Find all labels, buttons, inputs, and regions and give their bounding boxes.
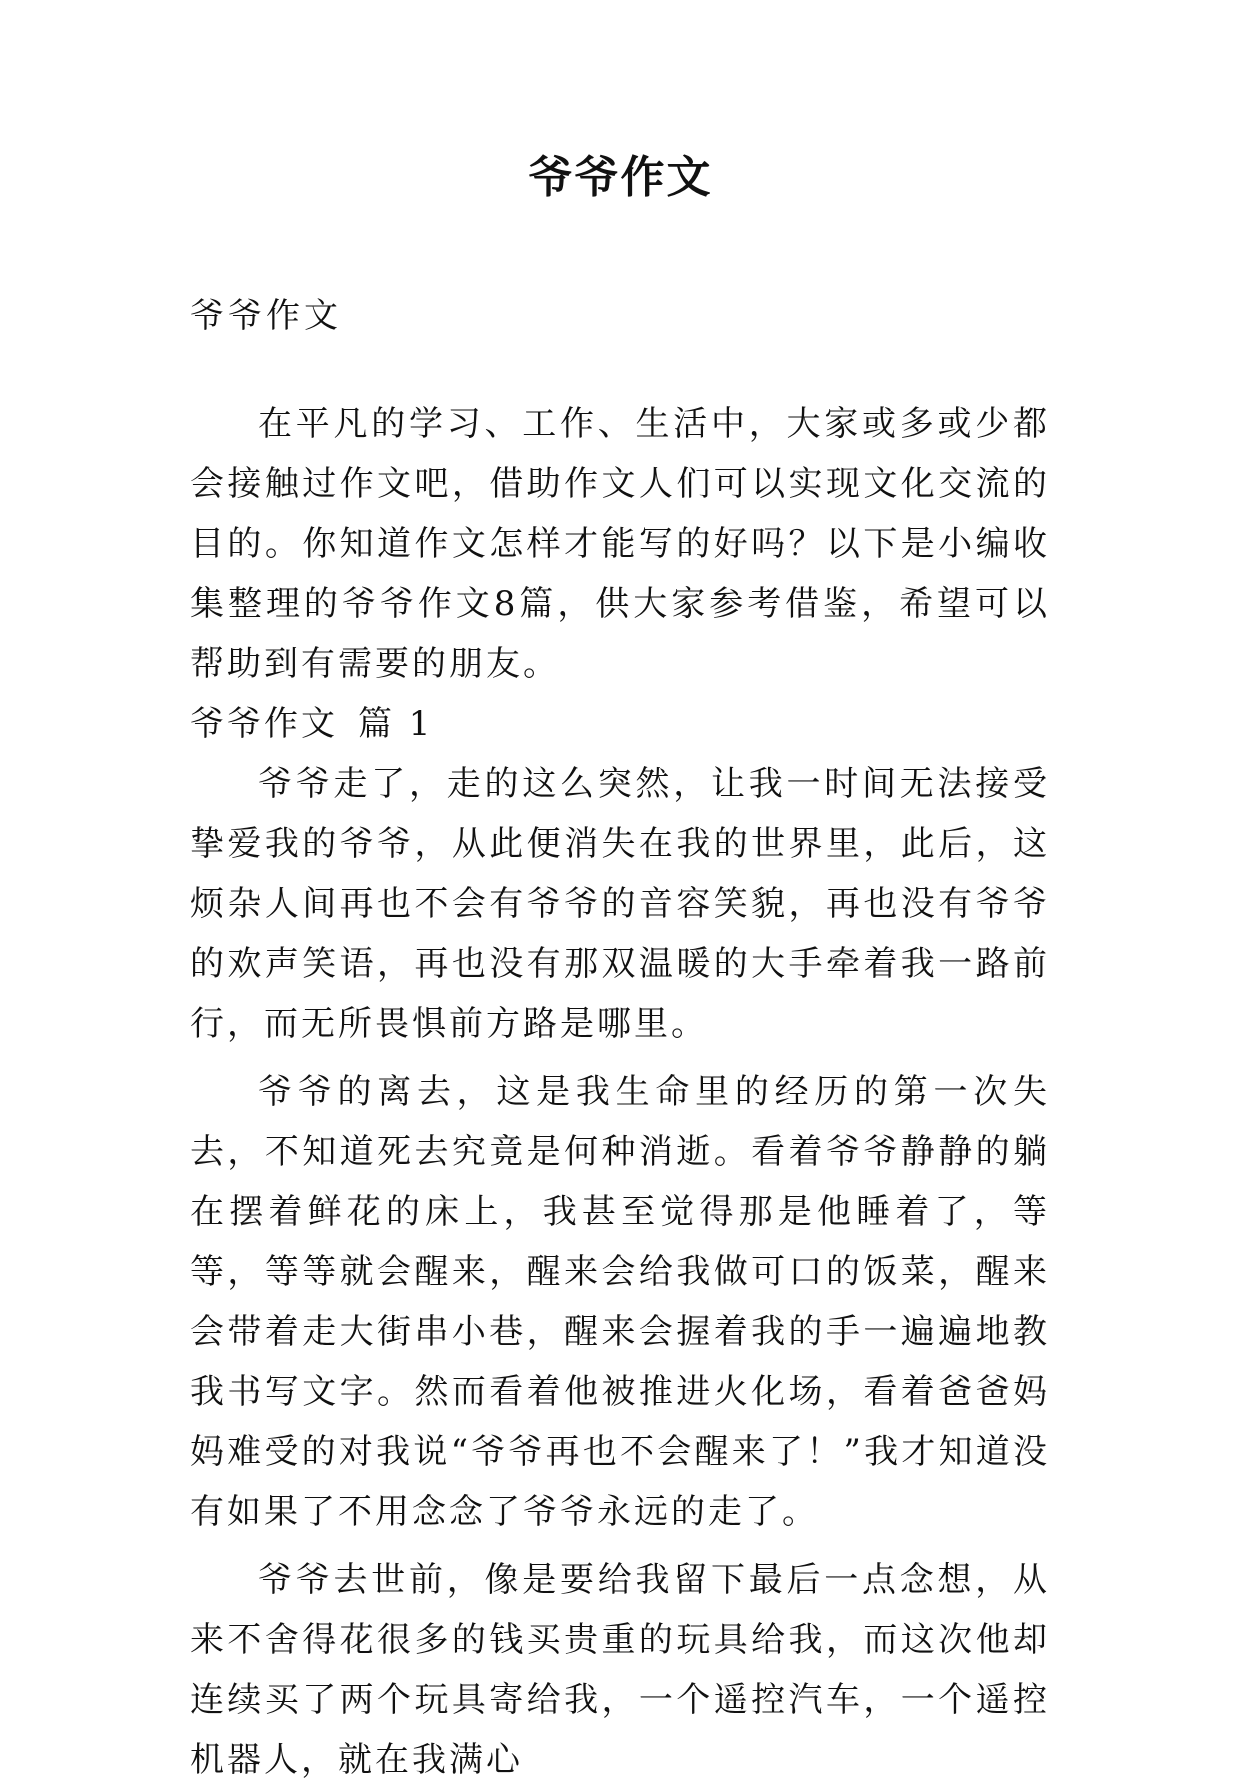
document-subtitle: 爷爷作文 [190, 296, 342, 336]
section-heading-label: 篇 1 [358, 704, 434, 744]
document-title: 爷爷作文 [528, 152, 713, 203]
intro-paragraph: 在平凡的学习、工作、生活中，大家或多或少都会接触过作文吧，借助作文人们可以实现文化交流的目的。你知道作文怎样才能写的好吗？以下是小编收集整理的爷爷作文8篇，供大家参考借鉴，希望可以帮助到有需要的朋友。 [190, 404, 1050, 684]
body-paragraph: 爷爷去世前，像是要给我留下最后一点念想，从来不舍得花很多的钱买贵重的玩具给我，而这次他却连续买了两个玩具寄给我，一个遥控汽车，一个遥控机器人，就在我满心 [190, 1560, 1050, 1780]
body-paragraph: 爷爷走了，走的这么突然，让我一时间无法接受挚爱我的爷爷，从此便消失在我的世界里，此后，这烦杂人间再也不会有爷爷的音容笑貌，再也没有爷爷的欢声笑语，再也没有那双温暖的大手牵着我一路前行，而无所畏惧前方路是哪里。 [190, 764, 1050, 1044]
document-body [190, 286, 1050, 1790]
section-heading [190, 694, 1050, 754]
body-paragraph: 爷爷的离去，这是我生命里的经历的第一次失去，不知道死去究竟是何种消逝。看着爷爷静静的躺在摆着鲜花的床上，我甚至觉得那是他睡着了，等等，等等就会醒来，醒来会给我做可口的饭菜，醒来会带着走大街串小巷，醒来会握着我的手一遍遍地教我书写文字。然而看着他被推进火化场，看着爸爸妈妈难受的对我说“爷爷再也不会醒来了！”我才知道没有如果了不用念念了爷爷永远的走了。 [190, 1072, 1050, 1532]
section-heading-title: 爷爷作文 [190, 704, 338, 744]
